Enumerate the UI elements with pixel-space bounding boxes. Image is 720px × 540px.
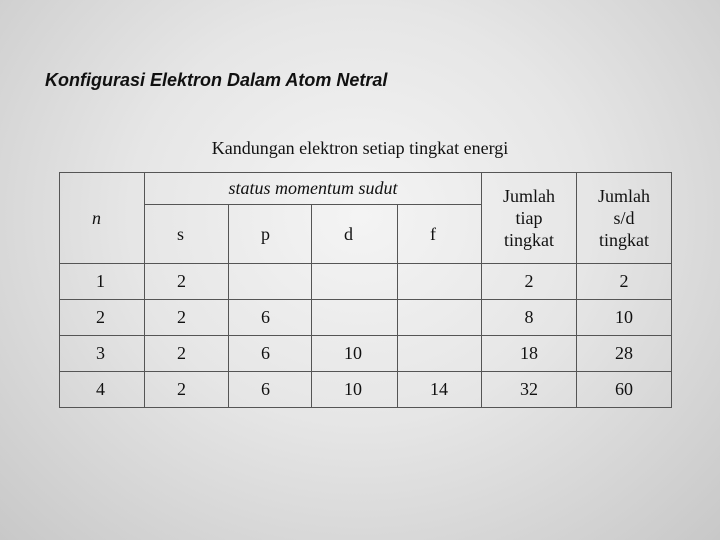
cell-cumulative: 60 [577, 372, 672, 408]
header-p: p [229, 205, 312, 264]
cell-p [229, 264, 312, 300]
header-jumlah-tiap-tingkat [482, 173, 577, 264]
header-line: tingkat [504, 230, 555, 250]
cell-total: 2 [482, 264, 577, 300]
cell-cumulative: 2 [577, 264, 672, 300]
cell-d [312, 264, 398, 300]
cell-cumulative: 10 [577, 300, 672, 336]
header-line: Jumlah [503, 186, 556, 206]
header-status-momentum-sudut: status momentum sudut [145, 173, 482, 205]
header-line: Jumlah [598, 186, 651, 206]
cell-s: 2 [145, 264, 229, 300]
header-line: s/d [613, 208, 635, 228]
cell-s: 2 [145, 300, 229, 336]
cell-f [398, 336, 482, 372]
cell-cumulative: 28 [577, 336, 672, 372]
cell-s: 2 [145, 336, 229, 372]
cell-n: 1 [60, 264, 145, 300]
cell-total: 18 [482, 336, 577, 372]
cell-n: 2 [60, 300, 145, 336]
cell-n: 4 [60, 372, 145, 408]
table-row [60, 372, 672, 408]
header-row-top [60, 173, 672, 205]
header-line: tiap [515, 208, 543, 228]
cell-total: 8 [482, 300, 577, 336]
cell-p: 6 [229, 336, 312, 372]
header-n: n [60, 173, 145, 264]
table-caption: Kandungan elektron setiap tingkat energi [211, 138, 509, 158]
cell-n: 3 [60, 336, 145, 372]
cell-p: 6 [229, 372, 312, 408]
electron-configuration-table [59, 172, 672, 408]
cell-f [398, 300, 482, 336]
cell-d: 10 [312, 336, 398, 372]
page-title: Konfigurasi Elektron Dalam Atom Netral [45, 70, 388, 90]
cell-p: 6 [229, 300, 312, 336]
cell-total: 32 [482, 372, 577, 408]
cell-s: 2 [145, 372, 229, 408]
header-f: f [398, 205, 482, 264]
header-d: d [312, 205, 398, 264]
header-jumlah-sd-tingkat [577, 173, 672, 264]
cell-f: 14 [398, 372, 482, 408]
cell-d [312, 300, 398, 336]
table-row [60, 300, 672, 336]
header-line: tingkat [599, 230, 650, 250]
header-s: s [145, 205, 229, 264]
table-row [60, 336, 672, 372]
cell-d: 10 [312, 372, 398, 408]
table-row [60, 264, 672, 300]
cell-f [398, 264, 482, 300]
